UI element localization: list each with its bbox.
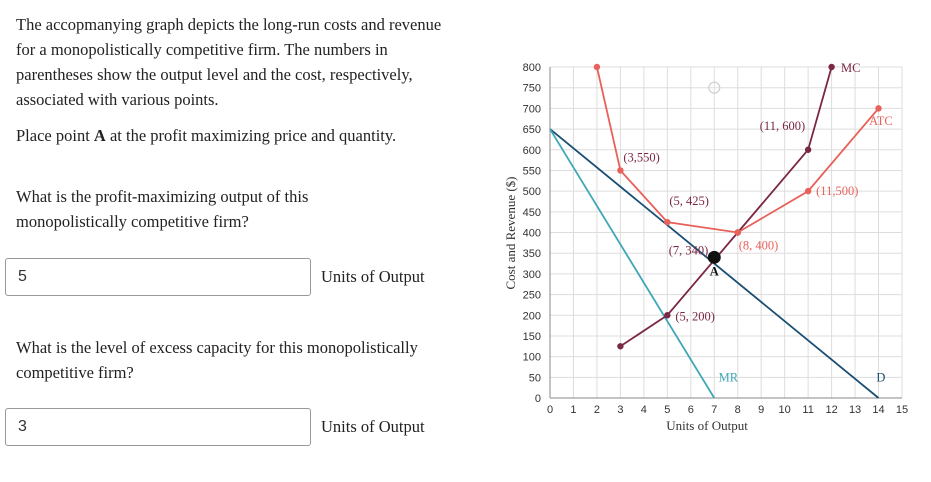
y-tick-label: 700 bbox=[522, 103, 541, 116]
answer-2-row bbox=[5, 408, 425, 446]
answer-1-units: Units of Output bbox=[321, 267, 425, 286]
x-tick-label: 11 bbox=[802, 404, 814, 416]
point-a-label: A bbox=[709, 264, 719, 279]
y-tick-label: 750 bbox=[522, 82, 541, 95]
y-tick-label: 0 bbox=[534, 393, 541, 405]
atc-label: ATC bbox=[869, 113, 893, 128]
point-annotation: (5, 425) bbox=[669, 194, 709, 209]
mc-point bbox=[805, 147, 811, 153]
answer-1-row bbox=[5, 258, 425, 296]
x-tick-label: 1 bbox=[570, 404, 577, 416]
atc-point bbox=[664, 219, 670, 225]
x-tick-label: 5 bbox=[664, 404, 671, 416]
question-2-text: What is the level of excess capacity for this monopolistically competitive firm? bbox=[16, 338, 418, 382]
instruction-text bbox=[16, 123, 476, 148]
atc-point bbox=[594, 64, 600, 70]
point-annotation: (11,500) bbox=[816, 184, 859, 199]
y-tick-label: 800 bbox=[522, 62, 541, 74]
y-tick-label: 350 bbox=[522, 248, 541, 261]
x-tick-label: 14 bbox=[872, 404, 885, 416]
x-axis-title: Units of Output bbox=[666, 418, 748, 433]
x-tick-label: 8 bbox=[734, 404, 741, 416]
atc-point bbox=[875, 105, 881, 111]
x-tick-label: 4 bbox=[640, 404, 647, 416]
point-annotation: (7, 340) bbox=[668, 243, 709, 258]
point-annotation: (5, 200) bbox=[675, 309, 715, 324]
x-tick-label: 6 bbox=[687, 404, 694, 416]
atc-point bbox=[617, 167, 623, 173]
y-tick-label: 250 bbox=[522, 289, 541, 302]
atc-point bbox=[735, 229, 741, 235]
y-tick-label: 650 bbox=[522, 124, 541, 137]
mc-point bbox=[617, 343, 623, 349]
y-tick-label: 600 bbox=[522, 144, 541, 157]
x-tick-label: 15 bbox=[895, 404, 909, 416]
y-axis-title: Cost and Revenue ($) bbox=[503, 176, 518, 290]
instruction-suffix: at the profit maximizing price and quantity. bbox=[105, 126, 397, 145]
x-tick-label: 7 bbox=[711, 404, 718, 416]
y-tick-label: 150 bbox=[522, 330, 541, 343]
point-annotation: (11, 600) bbox=[759, 118, 806, 133]
point-annotation: (8, 400) bbox=[738, 238, 779, 253]
instruction-prefix: Place point bbox=[16, 126, 94, 145]
x-tick-label: 2 bbox=[593, 404, 600, 416]
x-tick-label: 12 bbox=[825, 404, 838, 416]
y-tick-label: 400 bbox=[522, 227, 541, 240]
mr-label: MR bbox=[718, 370, 739, 385]
x-tick-label: 0 bbox=[546, 404, 554, 416]
y-tick-label: 450 bbox=[522, 206, 541, 219]
y-tick-label: 550 bbox=[522, 165, 541, 178]
point-a-marker[interactable] bbox=[708, 251, 721, 264]
mc-point bbox=[664, 312, 670, 318]
y-tick-label: 200 bbox=[522, 310, 541, 323]
mr-curve bbox=[550, 129, 714, 398]
x-tick-label: 3 bbox=[617, 404, 624, 416]
question-1-text: What is the profit-maximizing output of this monopolistically competitive firm? bbox=[16, 187, 309, 231]
y-tick-label: 500 bbox=[522, 186, 541, 199]
answer-2-units: Units of Output bbox=[321, 417, 425, 436]
cost-revenue-chart[interactable] bbox=[500, 55, 920, 440]
x-tick-label: 10 bbox=[778, 404, 791, 416]
output-answer-input[interactable]: 5 bbox=[5, 258, 311, 296]
x-tick-label: 9 bbox=[758, 404, 765, 416]
mc-point bbox=[828, 64, 834, 70]
instruction-point-label: A bbox=[93, 126, 106, 145]
mc-label: MC bbox=[840, 61, 861, 75]
y-tick-label: 50 bbox=[528, 372, 541, 385]
chart-ticks bbox=[523, 62, 908, 416]
d-label: D bbox=[876, 370, 886, 385]
intro-text: The accopmanying graph depicts the long-run costs and revenue for a monopolistically competitive firm. The numbers in parentheses show the output level and the cost, respectively, associated with various points. bbox=[16, 15, 442, 109]
point-annotation: (3,550) bbox=[623, 150, 660, 165]
y-tick-label: 100 bbox=[522, 351, 541, 364]
y-tick-label: 300 bbox=[522, 268, 541, 281]
chart-grid bbox=[550, 67, 902, 398]
atc-point bbox=[805, 188, 811, 194]
x-tick-label: 13 bbox=[848, 404, 862, 416]
excess-capacity-input[interactable]: 3 bbox=[5, 408, 311, 446]
